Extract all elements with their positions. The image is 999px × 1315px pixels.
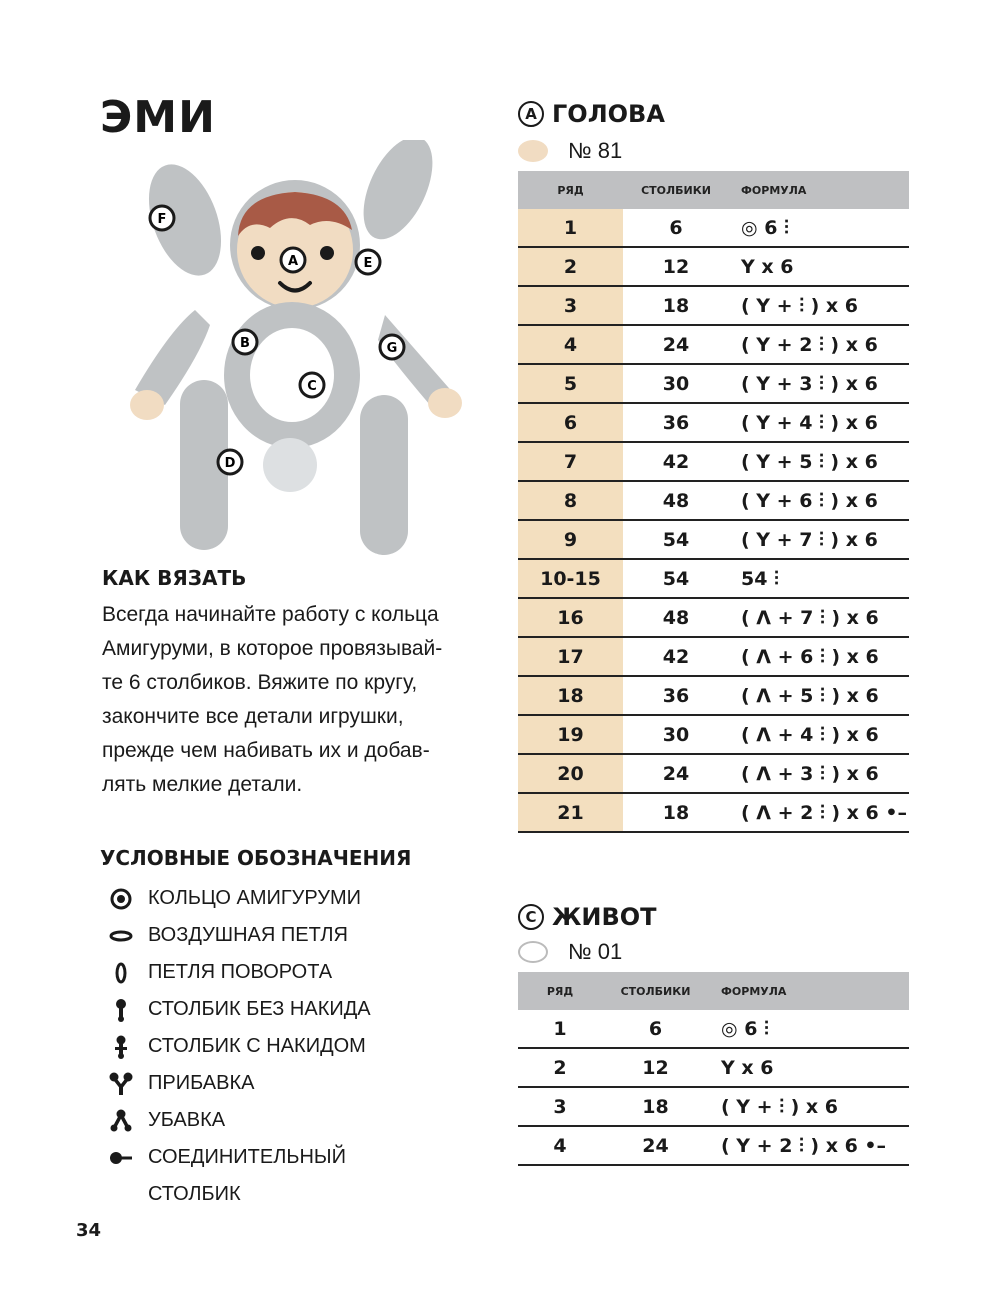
page-title: ЭМИ (100, 92, 216, 143)
stitch-count: 54 (623, 520, 729, 559)
legend-item (106, 954, 371, 991)
formula: ( Λ + 4 ⫶ ) x 6 (729, 715, 909, 754)
slip-stitch-icon (106, 1151, 136, 1165)
table-row (518, 209, 909, 247)
legend-label: ВОЗДУШНАЯ ПЕТЛЯ (148, 924, 348, 946)
svg-text:G: G (386, 341, 398, 356)
formula: ( Λ + 3 ⫶ ) x 6 (729, 754, 909, 793)
increase-icon (106, 1072, 136, 1096)
stitch-count: 24 (623, 754, 729, 793)
eye-left (251, 246, 265, 260)
amigurumi-ring-icon (106, 887, 136, 911)
legend-label: ПРИБАВКА (148, 1072, 255, 1094)
chain-stitch-icon (106, 929, 136, 943)
legend-list (106, 880, 371, 1213)
stitch-count: 48 (623, 598, 729, 637)
row-number: 2 (518, 247, 623, 286)
hand-left (130, 390, 164, 420)
formula: ( Y + 6 ⫶ ) x 6 (729, 481, 909, 520)
formula: ◎ 6 ⫶ (729, 209, 909, 247)
label-e (356, 250, 380, 274)
page-number: 34 (76, 1220, 102, 1241)
row-number: 1 (518, 209, 623, 247)
row-number: 18 (518, 676, 623, 715)
row-number: 21 (518, 793, 623, 832)
formula: ( Y + 7 ⫶ ) x 6 (729, 520, 909, 559)
legend-label: СТОЛБИК (148, 1183, 241, 1205)
yarn-info-belly (518, 939, 622, 965)
stitch-count: 6 (602, 1010, 709, 1048)
yarn-swatch (518, 941, 548, 963)
formula: ◎ 6 ⫶ (709, 1010, 909, 1048)
formula: ( Y + 2 ⫶ ) x 6 (729, 325, 909, 364)
section-letter-badge: C (518, 904, 544, 930)
label-c (300, 373, 324, 397)
label-b (233, 330, 257, 354)
stitch-count: 18 (623, 793, 729, 832)
stitch-count: 6 (623, 209, 729, 247)
formula: ( Y + 2 ⫶ ) x 6 •– (709, 1126, 909, 1165)
double-crochet-icon (106, 1034, 136, 1060)
yarn-number: № 01 (568, 939, 623, 964)
stitch-count: 30 (623, 364, 729, 403)
stitch-count: 24 (602, 1126, 709, 1165)
row-number: 20 (518, 754, 623, 793)
table-row (518, 481, 909, 520)
table-row (518, 286, 909, 325)
howto-line: Всегда начинайте работу с кольца (102, 603, 439, 626)
toy-diagram (110, 140, 490, 560)
table-row (518, 247, 909, 286)
stitch-count: 48 (623, 481, 729, 520)
section-letter-badge: A (518, 101, 544, 127)
section-heading-head (518, 100, 665, 128)
pattern-table-belly (518, 972, 909, 1166)
eye-right (320, 246, 334, 260)
yarn-swatch (518, 140, 548, 162)
table-row (518, 442, 909, 481)
legend-label: СТОЛБИК БЕЗ НАКИДА (148, 998, 371, 1020)
pattern-table-head (518, 171, 909, 833)
table-row (518, 637, 909, 676)
table-row (518, 754, 909, 793)
turning-chain-icon (106, 961, 136, 985)
stitch-count: 54 (623, 559, 729, 598)
svg-text:B: B (240, 336, 250, 351)
howto-line: те 6 столбиков. Вяжите по кругу, (102, 671, 418, 694)
row-number: 8 (518, 481, 623, 520)
stitch-count: 30 (623, 715, 729, 754)
stitch-count: 36 (623, 676, 729, 715)
stitch-count: 18 (623, 286, 729, 325)
table-row (518, 715, 909, 754)
table-row (518, 1048, 909, 1087)
table-row (518, 1087, 909, 1126)
col-header: РЯД (518, 972, 602, 1010)
row-number: 3 (518, 286, 623, 325)
howto-line: лять мелкие детали. (102, 773, 303, 796)
legend-label: ПЕТЛЯ ПОВОРОТА (148, 961, 333, 983)
stitch-count: 12 (623, 247, 729, 286)
formula: Y x 6 (709, 1048, 909, 1087)
row-number: 4 (518, 325, 623, 364)
table-row (518, 325, 909, 364)
yarn-info-head (518, 138, 622, 164)
svg-text:D: D (224, 456, 236, 471)
legend-label: СОЕДИНИТЕЛЬНЫЙ (148, 1146, 346, 1168)
table-row (518, 520, 909, 559)
table-row (518, 676, 909, 715)
formula: Y x 6 (729, 247, 909, 286)
svg-text:E: E (363, 256, 373, 271)
legend-label: УБАВКА (148, 1109, 226, 1131)
legend-item (106, 1176, 371, 1213)
col-header: ФОРМУЛА (729, 171, 909, 209)
table-row (518, 1010, 909, 1048)
formula: ( Y + ⫶ ) x 6 (729, 286, 909, 325)
col-header: РЯД (518, 171, 623, 209)
formula: ( Λ + 7 ⫶ ) x 6 (729, 598, 909, 637)
table-row (518, 793, 909, 832)
row-number: 6 (518, 403, 623, 442)
formula: ( Λ + 2 ⫶ ) x 6 •– (729, 793, 909, 832)
stitch-count: 42 (623, 637, 729, 676)
row-number: 7 (518, 442, 623, 481)
howto-line: Амигуруми, в которое провязывай- (102, 637, 443, 660)
row-number: 9 (518, 520, 623, 559)
howto-line: прежде чем набивать их и добав- (102, 739, 430, 762)
legend-label: СТОЛБИК С НАКИДОМ (148, 1035, 366, 1057)
legend-label: КОЛЬЦО АМИГУРУМИ (148, 887, 362, 909)
legend-item (106, 1102, 371, 1139)
table-row (518, 364, 909, 403)
legend-item (106, 1139, 371, 1176)
legend-heading: УСЛОВНЫЕ ОБОЗНАЧЕНИЯ (100, 846, 412, 870)
table-row (518, 1126, 909, 1165)
legend-item (106, 1065, 371, 1102)
svg-text:C: C (307, 379, 317, 394)
formula: 54 ⫶ (729, 559, 909, 598)
leg-right (360, 395, 408, 555)
ear-right (349, 140, 446, 250)
legend-item (106, 991, 371, 1028)
legend-item (106, 880, 371, 917)
table-row (518, 403, 909, 442)
single-crochet-icon (106, 997, 136, 1023)
formula: ( Λ + 6 ⫶ ) x 6 (729, 637, 909, 676)
decrease-icon (106, 1109, 136, 1133)
col-header: ФОРМУЛА (709, 972, 909, 1010)
row-number: 1 (518, 1010, 602, 1048)
howto-text (102, 598, 502, 802)
row-number: 19 (518, 715, 623, 754)
row-number: 17 (518, 637, 623, 676)
label-a (281, 248, 305, 272)
section-title: ГОЛОВА (552, 100, 665, 128)
formula: ( Y + 5 ⫶ ) x 6 (729, 442, 909, 481)
row-number: 4 (518, 1126, 602, 1165)
table-row (518, 598, 909, 637)
row-number: 10-15 (518, 559, 623, 598)
stitch-count: 24 (623, 325, 729, 364)
yarn-number: № 81 (568, 138, 623, 163)
hand-right (428, 388, 462, 418)
formula: ( Λ + 5 ⫶ ) x 6 (729, 676, 909, 715)
svg-text:A: A (287, 254, 299, 269)
tail (263, 438, 317, 492)
stitch-count: 12 (602, 1048, 709, 1087)
label-d (218, 450, 242, 474)
formula: ( Y + 4 ⫶ ) x 6 (729, 403, 909, 442)
col-header: СТОЛБИКИ (602, 972, 709, 1010)
label-f (150, 206, 174, 230)
svg-text:F: F (157, 212, 167, 227)
stitch-count: 42 (623, 442, 729, 481)
formula: ( Y + 3 ⫶ ) x 6 (729, 364, 909, 403)
row-number: 16 (518, 598, 623, 637)
section-heading-belly (518, 903, 657, 931)
table-row (518, 559, 909, 598)
section-title: ЖИВОТ (552, 903, 657, 931)
legend-item (106, 917, 371, 954)
legend-item (106, 1028, 371, 1065)
row-number: 2 (518, 1048, 602, 1087)
howto-line: закончите все детали игрушки, (102, 705, 404, 728)
howto-heading: КАК ВЯЗАТЬ (102, 566, 247, 590)
row-number: 3 (518, 1087, 602, 1126)
label-g (380, 335, 404, 359)
stitch-count: 18 (602, 1087, 709, 1126)
col-header: СТОЛБИКИ (623, 171, 729, 209)
stitch-count: 36 (623, 403, 729, 442)
formula: ( Y + ⫶ ) x 6 (709, 1087, 909, 1126)
row-number: 5 (518, 364, 623, 403)
